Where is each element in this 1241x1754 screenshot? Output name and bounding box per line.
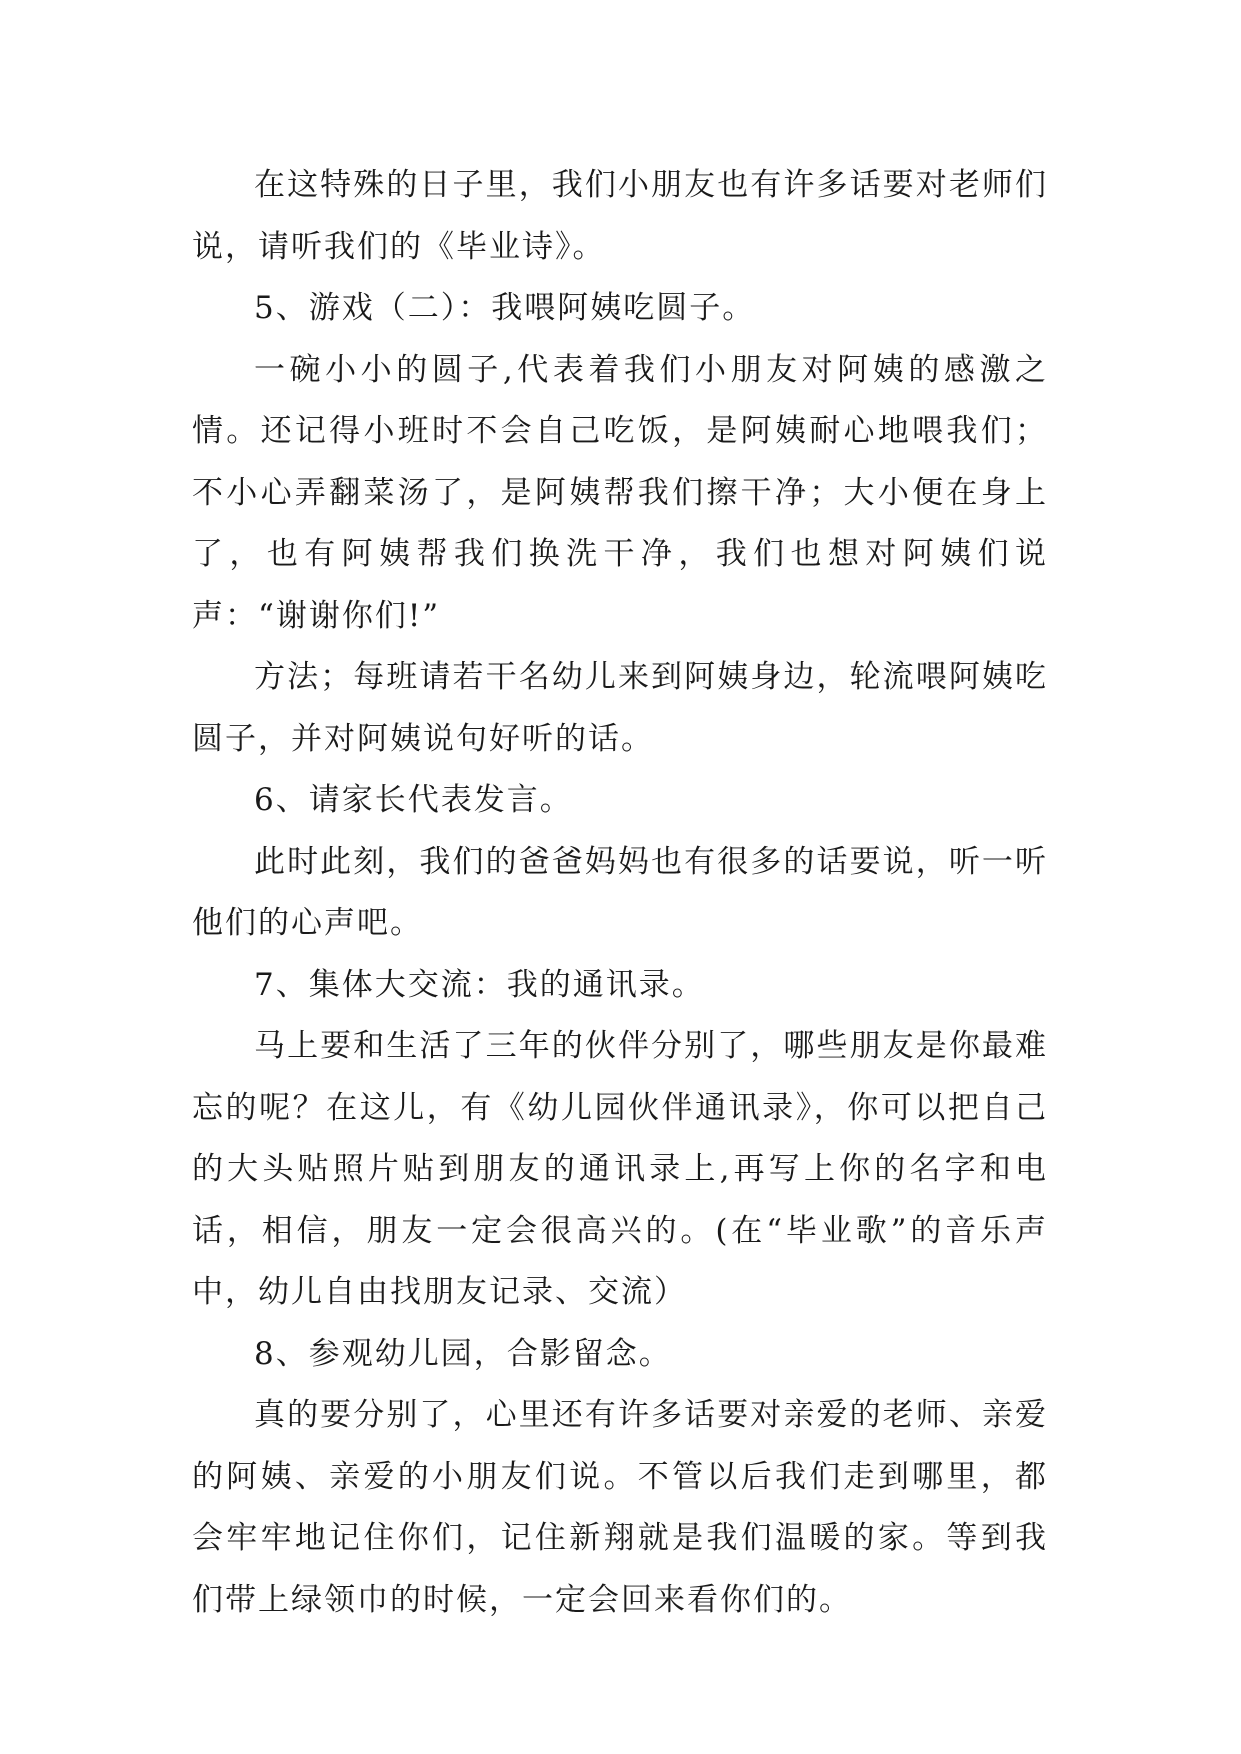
heading-parent-speech: 6、请家长代表发言。: [254, 782, 573, 818]
paragraph-farewell: 真的要分别了，心里还有许多话要对亲爱的老师、亲爱的阿姨、亲爱的小朋友们说。不管以后我们走到哪里，都会牢牢地记住你们，记住新翔就是我们温暖的家。等到我们带上绿领巾的时候，一定会回来看你们的。: [192, 1397, 1048, 1618]
paragraph-method: 方法；每班请若干名幼儿来到阿姨身边，轮流喂阿姨吃圆子，并对阿姨说句好听的话。: [192, 659, 1048, 757]
paragraph-parents-voice: 此时此刻，我们的爸爸妈妈也有很多的话要说，听一听他们的心声吧。: [192, 843, 1048, 941]
paragraph-address-book: 马上要和生活了三年的伙伴分别了，哪些朋友是你最难忘的呢？在这儿，有《幼儿园伙伴通讯录》，你可以把自己的大头贴照片贴到朋友的通讯录上,再写上你的名字和电话，相信，朋友一定会很高兴的。(在“毕业歌”的音乐声中，幼儿自由找朋友记录、交流）: [192, 1028, 1048, 1310]
heading-visit-photo: 8、参观幼儿园，合影留念。: [254, 1335, 672, 1372]
paragraph-gratitude: 一碗小小的圆子,代表着我们小朋友对阿姨的感激之情。还记得小班时不会自己吃饭，是阿姨耐心地喂我们；不小心弄翻菜汤了，是阿姨帮我们擦干净；大小便在身上了，也有阿姨帮我们换洗干净，我们也想对阿姨们说声：“谢谢你们!”: [192, 351, 1048, 634]
heading-address-book: 7、集体大交流：我的通讯录。: [254, 966, 705, 1003]
paragraph-graduation-poem: 在这特殊的日子里，我们小朋友也有许多话要对老师们说，请听我们的《毕业诗》。: [192, 167, 1048, 265]
heading-game-two: 5、游戏（二）：我喂阿姨吃圆子。: [254, 290, 756, 326]
document-body: [192, 155, 1048, 1631]
